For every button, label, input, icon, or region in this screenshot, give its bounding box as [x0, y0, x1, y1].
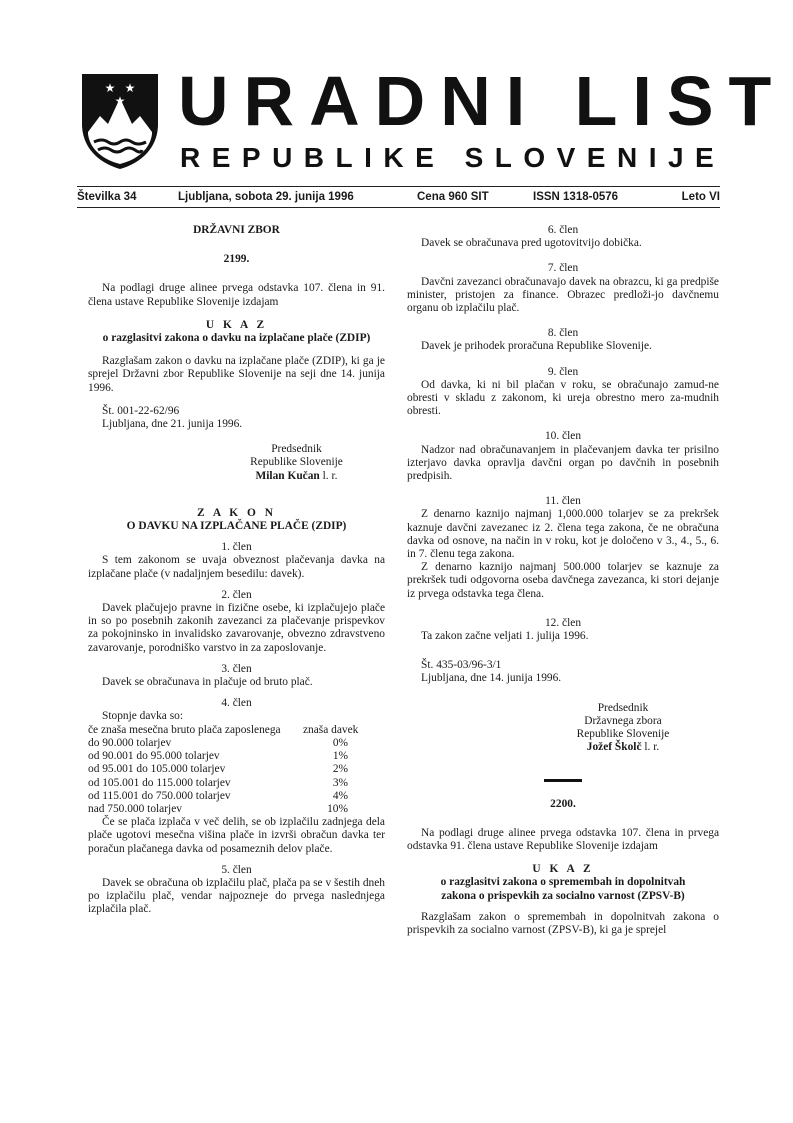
- signature-role: Republike Slovenije: [576, 728, 670, 741]
- reference-date: Ljubljana, dne 21. junija 1996.: [102, 418, 243, 431]
- article-heading: 6. člen: [547, 224, 579, 236]
- ukaz-title: zakona o prispevkih za socialno varnost (ZPSV-B): [441, 889, 685, 902]
- tax-rate-range: do 90.000 tolarjev: [88, 736, 172, 749]
- article-heading: 5. člen: [221, 863, 252, 876]
- tax-rate-row: [88, 737, 385, 750]
- article-heading: 8. člen: [547, 327, 579, 340]
- tax-rate-header-range: če znaša mesečna bruto plača zaposlenega: [88, 723, 281, 736]
- tax-rate-range: od 95.001 do 105.000 tolarjev: [88, 763, 226, 776]
- preamble: Na podlagi druge alinee prvega odstavka 107. člena in 91. člena ustave Republike Slovenije izdajam: [88, 282, 385, 308]
- article-text: Davčni zavezanci obračunavajo davek na obrazcu, ki ga predpiše minister, pristojen za finance. Obrazec predloži-jo davčnemu organu ob izplačilu plač.: [407, 275, 719, 315]
- zakon-heading: Z A K O N: [197, 506, 276, 519]
- ukaz-heading: U K A Z: [205, 318, 268, 331]
- preamble: Na podlagi druge alinee prvega odstavka 107. člena in prvega odstavka 91. člena ustave Republike Slovenije izdajam: [407, 826, 719, 852]
- document-number: 2199.: [223, 253, 250, 266]
- tax-rate-value: 1%: [332, 750, 348, 763]
- article-text: Davek se obračunava pred ugotovitvijo dobička.: [421, 237, 642, 250]
- issue-number: Številka 34: [77, 191, 137, 203]
- article-text: Ta zakon začne veljati 1. julija 1996.: [421, 630, 589, 643]
- signature-name: Milan Kučan: [255, 469, 320, 482]
- issue-issn: ISSN 1318-0576: [533, 191, 619, 203]
- coat-of-arms-icon: [80, 72, 160, 170]
- tax-rate-range: od 90.001 do 95.000 tolarjev: [88, 750, 220, 763]
- reference-number: Št. 001-22-62/96: [102, 404, 180, 417]
- tax-rate-range: od 115.001 do 750.000 tolarjev: [88, 789, 231, 802]
- zakon-title: O DAVKU NA IZPLAČANE PLAČE (ZDIP): [126, 520, 347, 533]
- signature-block: [208, 443, 385, 483]
- signature-suffix: l. r.: [319, 469, 338, 482]
- article-text: Z denarno kaznijo najmanj 500.000 tolarjev se kaznuje za prekršek tudi odgovorna oseba davčnega zavezanca, ki stori dejanje iz prvega odstavka tega člena.: [407, 561, 719, 600]
- article-text: Davek plačujejo pravne in fizične osebe, ki izplačujejo plače in so po posebnih zakonih zavezanci za plačevanje prispevkov za pokojninsko in invalidsko zavarovanje, obvezno zdravstveno zavarovanje, porodniško varstvo in za zaposlovanje.: [88, 602, 385, 654]
- tax-rate-row: [88, 777, 385, 790]
- article-heading: 12. člen: [544, 616, 582, 629]
- tax-rate-row: [88, 763, 385, 776]
- issue-price: Cena 960 SIT: [417, 191, 489, 203]
- article-heading: 7. člen: [547, 262, 579, 275]
- svg-text:★: ★: [124, 81, 136, 95]
- article-heading: 4. člen: [221, 697, 252, 710]
- article-text: Z denarno kaznijo najmanj 1,000.000 tolarjev se za prekršek kaznuje davčni zavezanec iz 2. člena tega zakona, če ne obračuna davka od osnove, na način in v roku, kot je določeno v 3., 4., 5., 6. in 7. členu tega zakona.: [407, 508, 719, 561]
- reference-date: Ljubljana, dne 14. junija 1996.: [421, 672, 562, 685]
- tax-rate-row: [88, 750, 385, 763]
- signature-suffix: l. r.: [641, 741, 660, 754]
- tax-rate-table: [88, 724, 385, 816]
- signature-role: Predsednik: [271, 443, 322, 456]
- tax-rate-range: nad 750.000 tolarjev: [88, 802, 182, 815]
- signature-block: [527, 702, 719, 755]
- issue-year: Leto VI: [681, 191, 720, 203]
- ukaz-title: o razglasitvi zakona o spremembah in dopolnitvah: [440, 876, 686, 889]
- tax-rate-range: od 105.001 do 115.000 tolarjev: [88, 776, 231, 789]
- tax-rate-value: 2%: [332, 763, 348, 776]
- tax-rate-row: [88, 790, 385, 803]
- article-text: Davek se obračuna ob izplačilu plač, plača pa se v šestih dneh po izplačilu plač, vendar najpozneje do prvega naslednjega izplačila plač.: [88, 876, 385, 916]
- article-heading: 9. člen: [547, 365, 579, 378]
- ukaz-body: Razglašam zakon o davku na izplačane plače (ZDIP), ki ga je sprejel Državni zbor Republike Slovenije na seji dne 14. junija 1996.: [88, 355, 385, 394]
- document-number: 2200.: [550, 797, 576, 810]
- article-heading: 2. člen: [221, 588, 252, 601]
- article-text: Nadzor nad obračunavanjem in plačevanjem davka ter prisilno izterjavo davka opravlja davčni organ po davčnih in posebnih predpisih.: [407, 443, 719, 483]
- svg-text:★: ★: [104, 81, 116, 95]
- tax-rate-value: 3%: [332, 776, 348, 789]
- svg-text:★: ★: [114, 94, 126, 108]
- section-heading: DRŽAVNI ZBOR: [193, 224, 280, 236]
- article-text: Od davka, ki ni bil plačan v roku, se obračunajo zamud-ne obresti v skladu z zakonom, ki ureja obrestno mero za-mudnih obresti.: [407, 378, 719, 418]
- issue-date: Ljubljana, sobota 29. junija 1996: [178, 191, 354, 203]
- reference-number: Št. 435-03/96-3/1: [421, 659, 502, 672]
- signature-role: Predsednik: [597, 701, 649, 714]
- signature-role: Državnega zbora: [584, 714, 662, 727]
- tax-rate-value: 10%: [327, 802, 348, 815]
- article-heading: 1. člen: [221, 541, 252, 554]
- article-text: Davek je prihodek proračuna Republike Slovenije.: [421, 340, 652, 353]
- ukaz-body: Razglašam zakon o spremembah in dopolnitvah zakona o prispevkih za socialno varnost (ZPSV-B), ki ga je sprejel: [407, 910, 719, 936]
- tax-rate-row: [88, 803, 385, 816]
- tax-rate-value: 4%: [332, 789, 348, 802]
- article-text: S tem zakonom se uvaja obveznost plačevanja davka na izplačane plače (v nadaljnjem besedilu: davek).: [88, 554, 385, 580]
- article-text: Davek se obračunava in plačuje od bruto plač.: [102, 676, 313, 689]
- article-heading: 11. člen: [545, 495, 581, 508]
- article-text: Stopnje davka so:: [102, 710, 183, 723]
- tax-rate-header: [88, 724, 385, 737]
- tax-rate-header-rate: znaša davek: [303, 723, 359, 736]
- article-heading: 10. člen: [544, 430, 582, 443]
- right-column: [407, 224, 719, 937]
- masthead-title: URADNI LIST: [178, 62, 787, 140]
- ukaz-heading: U K A Z: [532, 863, 594, 876]
- tax-rate-value: 0%: [332, 736, 348, 749]
- article-text: Če se plača izplača v več delih, se ob izplačilu zadnjega dela plače ugotovi mesečna višina plače in izvrši obračun davka ter poračun plačanega davka od posameznih delov plače.: [88, 816, 385, 855]
- signature-name: Jožef Školč: [586, 741, 642, 754]
- issue-bar: [77, 186, 720, 208]
- signature-role: Republike Slovenije: [250, 456, 343, 469]
- ukaz-title: o razglasitvi zakona o davku na izplačane plače (ZDIP): [102, 332, 371, 345]
- masthead-subtitle: REPUBLIKE SLOVENIJE: [180, 142, 726, 173]
- left-column: [88, 224, 385, 917]
- article-heading: 3. člen: [221, 662, 252, 675]
